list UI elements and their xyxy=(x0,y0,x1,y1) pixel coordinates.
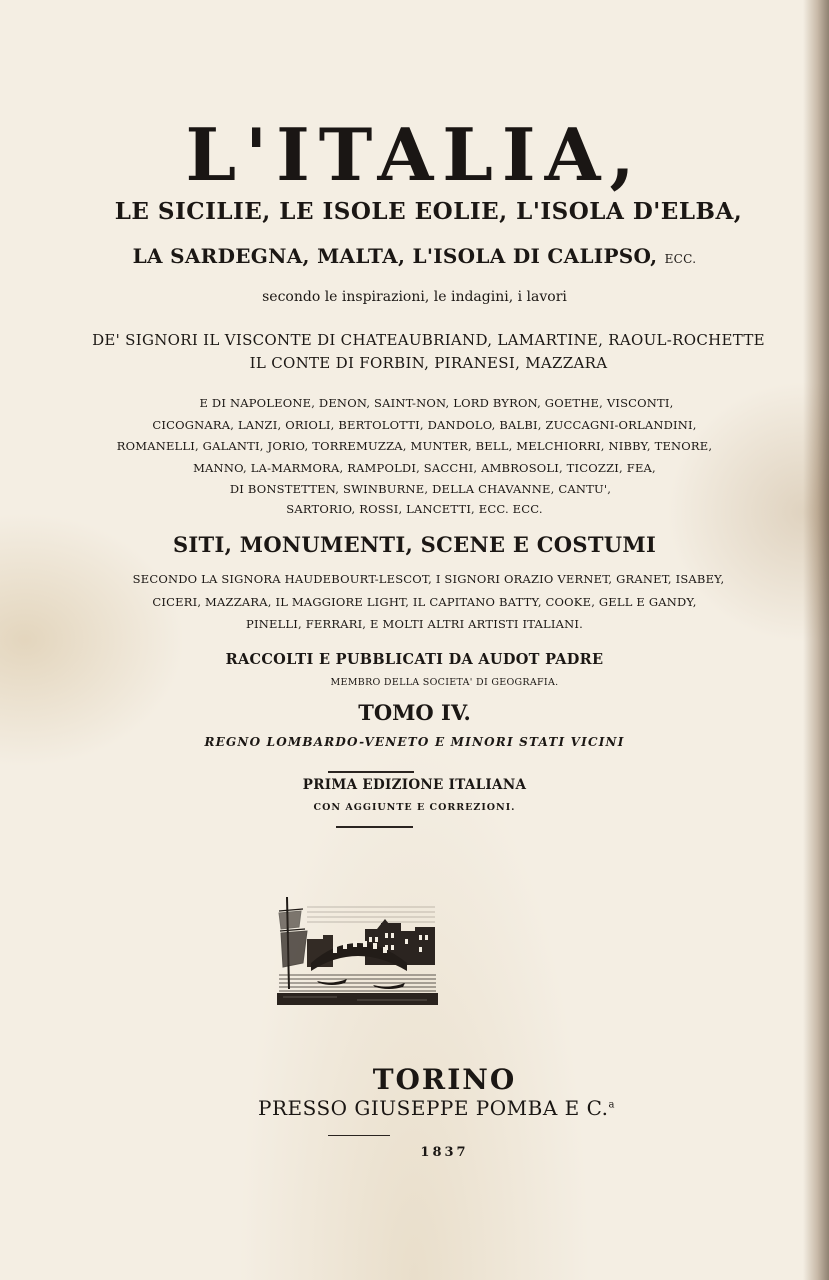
contributors-line: DI BONSTETTEN, SWINBURNE, DELLA CHAVANNE, CANTU', xyxy=(229,482,612,496)
contributors-line: SARTORIO, ROSSI, LANCETTI, ECC. ECC. xyxy=(286,502,543,516)
subtitle-line-1: LE SICILIE, LE ISOLE EOLIE, L'ISOLA D'ELBA, xyxy=(114,198,743,225)
publisher-name: PRESSO GIUSEPPE POMBA E C. xyxy=(257,1096,609,1120)
divider-rule xyxy=(328,1135,390,1136)
authors-line-2: IL CONTE DI FORBIN, PIRANESI, MAZZARA xyxy=(249,354,608,372)
rialto-bridge-engraving-icon xyxy=(277,893,438,1005)
divider-rule xyxy=(328,771,414,773)
intro-line: secondo le inspirazioni, le indagini, i lavori xyxy=(262,289,567,305)
subtitle-line-2-main: LA SARDEGNA, MALTA, L'ISOLA DI CALIPSO, xyxy=(132,244,658,268)
divider-rule xyxy=(336,826,413,828)
publication-year: 1837 xyxy=(420,1145,469,1160)
artists-line: PINELLI, FERRARI, E MOLTI ALTRI ARTISTI ITALIANI. xyxy=(246,617,583,631)
membership-note: MEMBRO DELLA SOCIETA' DI GEOGRAFIA. xyxy=(330,677,559,688)
artists-line: SECONDO LA SIGNORA HAUDEBOURT-LESCOT, I SIGNORI ORAZIO VERNET, GRANET, ISABEY, xyxy=(132,572,725,586)
contributors-line: MANNO, LA-MARMORA, RAMPOLDI, SACCHI, AMBROSOLI, TICOZZI, FEA, xyxy=(193,461,656,475)
edition-note: CON AGGIUNTE E CORREZIONI. xyxy=(313,802,516,813)
artists-line: CICERI, MAZZARA, IL MAGGIORE LIGHT, IL CAPITANO BATTY, COOKE, GELL E GANDY, xyxy=(152,595,697,609)
authors-line-1: DE' SIGNORI IL VISCONTE DI CHATEAUBRIAND, LAMARTINE, RAOUL-ROCHETTE xyxy=(92,331,765,349)
publisher xyxy=(0,1096,829,1120)
contributors-line: E DI NAPOLEONE, DENON, SAINT-NON, LORD BYRON, GOETHE, VISCONTI, xyxy=(199,396,674,410)
volume-subject: REGNO LOMBARDO-VENETO E MINORI STATI VICINI xyxy=(204,735,625,749)
subtitle-line-2 xyxy=(0,244,829,268)
book-title: L'ITALIA, xyxy=(185,112,644,197)
contributors-line: ROMANELLI, GALANTI, JORIO, TORREMUZZA, MUNTER, BELL, MELCHIORRI, NIBBY, TENORE, xyxy=(116,439,713,453)
subtitle-line-2-ecc: ECC. xyxy=(664,252,697,266)
contributors-line: CICOGNARA, LANZI, ORIOLI, BERTOLOTTI, DANDOLO, BALBI, ZUCCAGNI-ORLANDINI, xyxy=(152,418,697,432)
edition-label: PRIMA EDIZIONE ITALIANA xyxy=(302,777,527,793)
publisher-superscript: a xyxy=(608,1099,616,1111)
volume-number: TOMO IV. xyxy=(358,700,471,725)
section-heading: SITI, MONUMENTI, SCENE E COSTUMI xyxy=(172,532,657,557)
collected-by: RACCOLTI E PUBBLICATI DA AUDOT PADRE xyxy=(225,651,604,668)
publication-city: TORINO xyxy=(372,1063,517,1096)
